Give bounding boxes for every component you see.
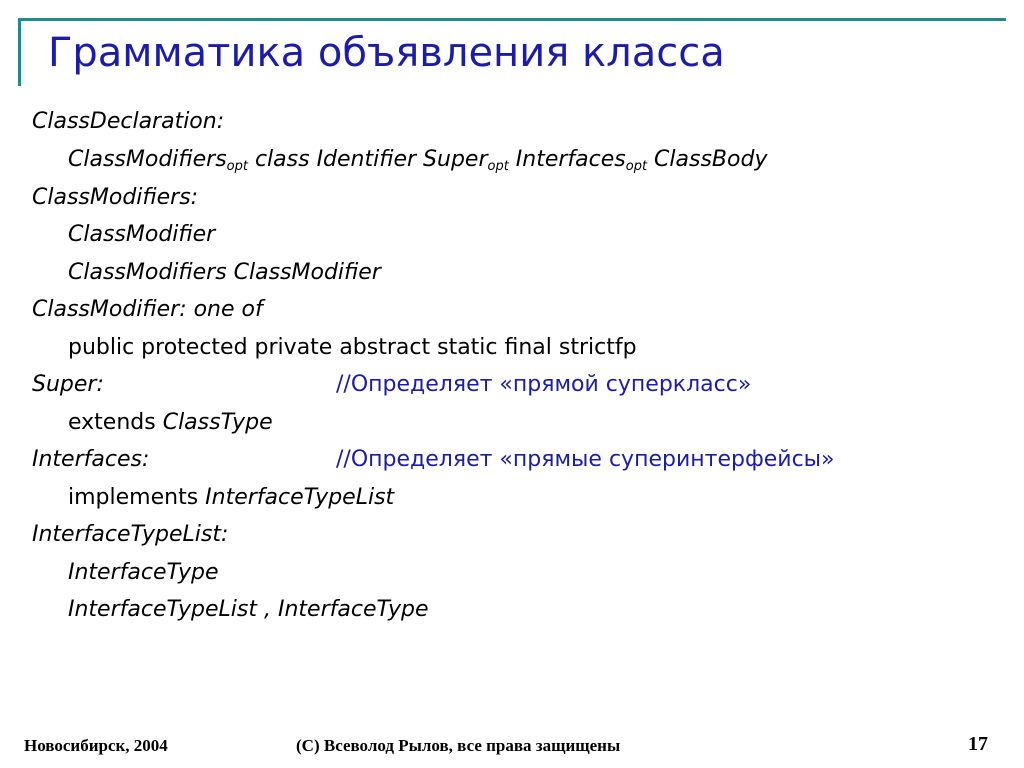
class-type-term: ClassType [162, 410, 273, 435]
class-modifiers-alt2: ClassModifiers ClassModifier [68, 260, 381, 285]
class-modifier-list: public protected private abstract static final strictfp [68, 335, 637, 360]
class-modifiers-alt1: ClassModifier [68, 222, 216, 247]
class-modifier-head: ClassModifier: one of [32, 297, 263, 322]
slide-title: Грамматика объявления класса [48, 30, 725, 76]
opt-subscript: opt [625, 159, 648, 174]
super-comment: //Определяет «прямой суперкласс» [336, 372, 752, 397]
footer-city-year: Новосибирск, 2004 [24, 736, 168, 755]
page-number: 17 [968, 733, 988, 755]
super-term: Super [423, 147, 488, 172]
interfaces-production [68, 484, 394, 512]
interfaces-comment: //Определяет «прямые суперинтерфейсы» [336, 447, 835, 472]
class-declaration-body [68, 146, 767, 181]
extends-keyword: extends [68, 410, 163, 435]
interface-type-list-head: InterfaceTypeList: [32, 522, 229, 547]
interface-type-list-alt1: InterfaceType [68, 560, 219, 585]
class-identifier-term: class Identifier [247, 147, 424, 172]
super-production [68, 409, 273, 437]
class-declaration-head: ClassDeclaration: [32, 109, 225, 134]
footer-copyright: (С) Всеволод Рылов, все права защищены [296, 736, 621, 755]
interface-type-list-term: InterfaceTypeList [205, 485, 395, 510]
implements-keyword: implements [68, 485, 206, 510]
opt-subscript: opt [226, 159, 248, 174]
opt-subscript: opt [487, 159, 509, 174]
class-modifiers-head: ClassModifiers: [32, 185, 199, 210]
super-head: Super: [32, 372, 104, 397]
interfaces-term: Interfaces [508, 147, 626, 172]
interface-type-list-alt2: InterfaceTypeList , InterfaceType [68, 597, 429, 622]
interfaces-head: Interfaces: [32, 447, 150, 472]
class-modifiers-term: ClassModifiers [68, 147, 227, 172]
class-body-term: ClassBody [647, 147, 768, 172]
